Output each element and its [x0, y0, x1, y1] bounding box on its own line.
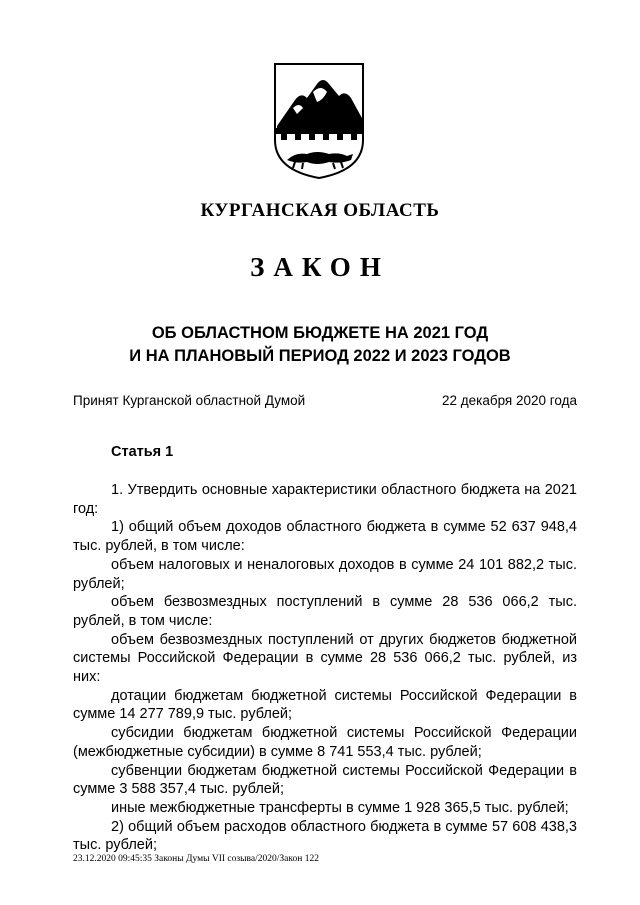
article-heading: Статья 1 [111, 444, 174, 460]
paragraph: субсидии бюджетам бюджетной системы Российской Федерации (межбюджетные субсидии) в сумме 8 741 553,4 тыс. рублей; [73, 725, 577, 760]
paragraph: 2) общий объем расходов областного бюджета в сумме 57 608 438,3 тыс. рублей; [73, 818, 577, 854]
paragraph: субвенции бюджетам бюджетной системы Российской Федерации в сумме 3 588 357,4 тыс. рублей; [73, 762, 577, 798]
article-body [73, 481, 577, 855]
law-title-line-2: И НА ПЛАНОВЫЙ ПЕРИОД 2022 И 2023 ГОДОВ [129, 347, 511, 365]
law-title-line-1: ОБ ОБЛАСТНОМ БЮДЖЕТЕ НА 2021 ГОД [151, 324, 489, 342]
paragraph: 1) общий объем доходов областного бюджета в сумме 52 637 948,4 тыс. рублей, в том числе: [73, 519, 577, 555]
paragraph: объем налоговых и неналоговых доходов в сумме 24 101 882,2 тыс. рублей; [73, 556, 577, 592]
document-stamp: 23.12.2020 09:45:35 Законы Думы VII созыва/2020/Закон 122 [73, 854, 319, 864]
paragraph: объем безвозмездных поступлений от других бюджетов бюджетной системы Российской Федерации в сумме 28 536 066,2 тыс. рублей, из них: [73, 631, 577, 686]
document-type-heading: ЗАКОН [250, 252, 390, 282]
paragraph: дотации бюджетам бюджетной системы Российской Федерации в сумме 14 277 789,9 тыс. рублей; [73, 687, 577, 723]
paragraph: 1. Утвердить основные характеристики областного бюджета на 2021 год: [73, 482, 577, 517]
paragraph: объем безвозмездных поступлений в сумме 28 536 066,2 тыс. рублей, в том числе: [73, 594, 577, 629]
adopted-by: Принят Курганской областной Думой [73, 393, 306, 408]
adoption-line [73, 393, 577, 413]
region-heading: КУРГАНСКАЯ ОБЛАСТЬ [200, 200, 440, 221]
paragraph: иные межбюджетные трансферты в сумме 1 928 365,5 тыс. рублей; [111, 799, 569, 816]
law-title [0, 322, 640, 368]
coat-of-arms-icon [273, 62, 365, 180]
adoption-date: 22 декабря 2020 года [441, 393, 577, 408]
